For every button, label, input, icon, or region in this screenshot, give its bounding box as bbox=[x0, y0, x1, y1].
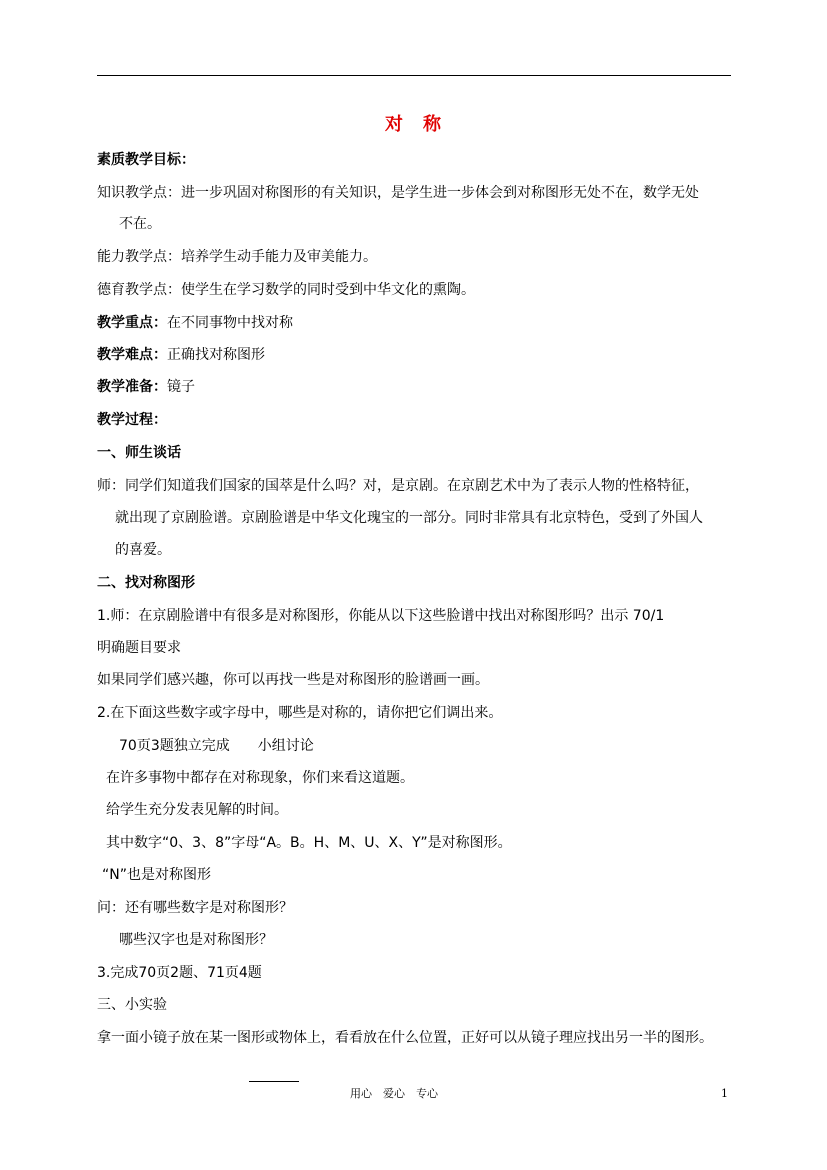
paragraph-item-1: 1.师：在京剧脸谱中有很多是对称图形，你能从以下这些脸谱中找出对称图形吗？出示 70/1 bbox=[97, 608, 665, 624]
paragraph-symmetric-chars: 其中数字“0、3、8”字母“A。B。H、M、U、X、Y”是对称图形。 bbox=[106, 835, 512, 851]
page-number: 1 bbox=[721, 1087, 728, 1100]
paragraph-item-3: 3.完成70页2题、71页4题 bbox=[97, 965, 262, 981]
section-heading-process: 教学过程： bbox=[97, 412, 167, 428]
section-heading-goals: 素质教学目标： bbox=[97, 152, 195, 168]
paragraph-ability-point: 能力教学点：培养学生动手能力及审美能力。 bbox=[97, 249, 377, 265]
section-heading-find-symmetry: 二、找对称图形 bbox=[97, 575, 195, 591]
paragraph-item-2: 2.在下面这些数字或字母中，哪些是对称的，请你把它们调出来。 bbox=[97, 705, 503, 721]
paragraph-draw: 如果同学们感兴趣，你可以再找一些是对称图形的脸谱画一画。 bbox=[97, 672, 489, 688]
footer-rule bbox=[249, 1081, 299, 1082]
section-heading-talk: 一、师生谈话 bbox=[97, 445, 181, 461]
footer-motto: 用心 爱心 专心 bbox=[350, 1087, 438, 1100]
paragraph-discussion-time: 给学生充分发表见解的时间。 bbox=[106, 802, 288, 818]
section-heading-experiment: 三、小实验 bbox=[97, 997, 167, 1013]
difficulty-line bbox=[97, 345, 265, 365]
paragraph-question-digits: 问：还有哪些数字是对称图形？ bbox=[97, 900, 293, 916]
paragraph-phenomenon: 在许多事物中都存在对称现象，你们来看这道题。 bbox=[106, 770, 414, 786]
key-point-text: 在不同事物中找对称 bbox=[167, 315, 293, 331]
paragraph-moral-point: 德育教学点：使学生在学习数学的同时受到中华文化的熏陶。 bbox=[97, 282, 475, 298]
paragraph-n-symmetric: “N”也是对称图形 bbox=[102, 867, 211, 883]
difficulty-text: 正确找对称图形 bbox=[167, 347, 265, 363]
header-rule bbox=[97, 75, 731, 76]
preparation-text: 镜子 bbox=[167, 379, 195, 395]
paragraph-experiment: 拿一面小镜子放在某一图形或物体上，看看放在什么位置，正好可以从镜子理应找出另一半的图形。 bbox=[97, 1030, 713, 1046]
preparation-label: 教学准备： bbox=[97, 379, 167, 395]
paragraph-requirements: 明确题目要求 bbox=[97, 640, 181, 656]
paragraph-teacher-talk-cont-2: 的喜爱。 bbox=[115, 542, 171, 558]
page-title: 对 称 bbox=[385, 114, 442, 135]
paragraph-question-hanzi: 哪些汉字也是对称图形？ bbox=[119, 932, 273, 948]
paragraph-exercise: 70页3题独立完成 小组讨论 bbox=[119, 738, 314, 754]
paragraph-knowledge-point: 知识教学点：进一步巩固对称图形的有关知识，是学生进一步体会到对称图形无处不在，数学无处 bbox=[97, 185, 699, 201]
preparation-line bbox=[97, 377, 195, 397]
difficulty-label: 教学难点： bbox=[97, 347, 167, 363]
paragraph-knowledge-point-cont: 不在。 bbox=[119, 216, 161, 232]
paragraph-teacher-talk-cont-1: 就出现了京剧脸谱。京剧脸谱是中华文化瑰宝的一部分。同时非常具有北京特色，受到了外国人 bbox=[115, 510, 703, 526]
key-point-line bbox=[97, 313, 293, 333]
paragraph-teacher-talk: 师：同学们知道我们国家的国萃是什么吗？对，是京剧。在京剧艺术中为了表示人物的性格特征， bbox=[97, 478, 699, 494]
key-point-label: 教学重点： bbox=[97, 315, 167, 331]
